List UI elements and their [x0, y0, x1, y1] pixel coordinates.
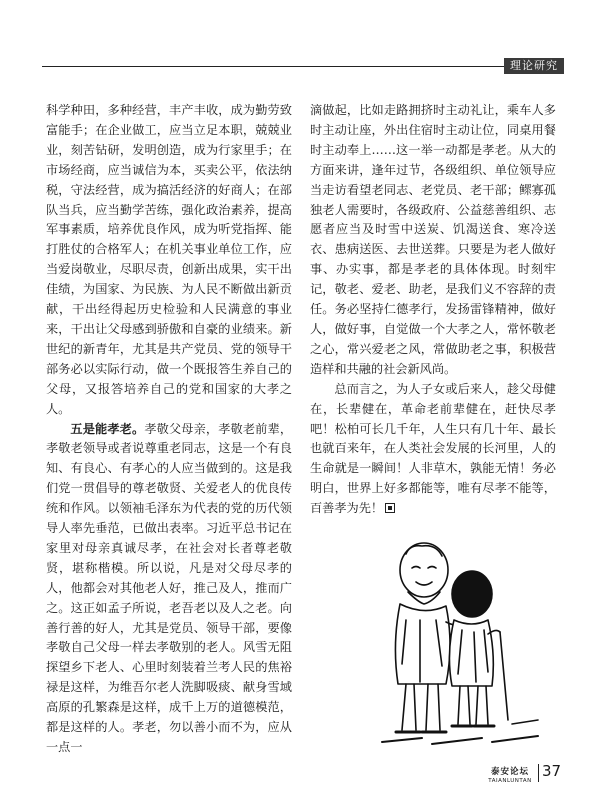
footer-divider	[538, 764, 539, 782]
right-paragraph-2	[310, 380, 556, 519]
paragraph-body: 总而言之，为人子女或后来人，趁父母健在，长辈健在，革命老前辈健在，赶快尽孝吧！松柏可长几千年，人生只有几十年、最长也就百来年，在人类社会发展的长河里，人的生命就是一瞬间！人非草木，孰能无情！务必明白，世界上好多都能等，唯有尽孝不能等，百善孝为先！	[310, 381, 556, 516]
magazine-name-pinyin: TAIANLUNTAN	[488, 778, 532, 784]
right-column	[310, 101, 556, 519]
paragraph-lead: 五是能孝老。	[70, 421, 145, 436]
elderly-couple-illustration	[362, 524, 554, 756]
page-number: 37	[542, 762, 562, 780]
section-label: 理论研究	[504, 58, 564, 74]
header-rule	[42, 66, 504, 67]
right-paragraph-1: 滴做起，比如走路拥挤时主动礼让，乘车人多时主动让座，外出住宿时主动让位，同桌用餐时主动奉上……这一举一动都是孝老。从大的方面来讲，逢年过节，各级组织、单位领导应当走访看望老同志、老党员、老干部；鳏寡孤独老人需要时，各级政府、公益慈善组织、志愿者应当及时雪中送炭、饥渴送食、寒冷送衣、患病送医、去世送葬。只要是为老人做好事、办实事，都是孝老的具体体现。时刻牢记，敬老、爱老、助老，是我们义不容辞的责任。务必坚持仁德孝行，发扬雷锋精神，做好人，做好事，自觉做一个大孝之人，常怀敬老之心，常兴爱老之风，常做助老之事，积极营造样和共融的社会新风尚。	[310, 103, 556, 376]
left-column	[46, 101, 292, 758]
paragraph-body: 孝敬父母亲，孝敬老前辈，孝敬老领导或者说尊重老同志，这是一个有良知、有良心、有孝心的人应当做到的。这是我们党一贯倡导的尊老敬贤、关爱老人的优良传统和作风。以领袖毛泽东为代表的党的历代领导人率先垂范，已做出表率。习近平总书记在家里对母亲真诚尽孝，在社会对长者尊老敬贤，堪称楷模。所以说，凡是对父母尽孝的人，他都会对其他老人好，推己及人，推而广之。这正如孟子所说，老吾老以及人之老。向善行善的好人，尤其是党员、领导干部，要像孝敬自己父母一样去孝敬别的老人。风雪无阻探望乡下老人、心里时刻装着兰考人民的焦裕禄是这样，为维吾尔老人洗脚吸痰、献身雪域高原的孔繁森是这样，成千上万的道德模范，都是这样的人。孝老，勿以善小而不为，应从一点一	[46, 421, 293, 754]
left-paragraph-2	[46, 420, 292, 758]
magazine-logo	[484, 765, 536, 784]
magazine-name: 泰安论坛	[490, 767, 529, 777]
left-paragraph-1: 科学种田，多种经营，丰产丰收，成为勤劳致富能手；在企业做工，应当立足本职，兢兢业业，刻苦钻研，发明创造，成为行家里手；在市场经商，应当诚信为本，买卖公平，依法纳税，守法经营，成为搞活经济的好商人；在部队当兵，应当勤学苦练，强化政治素养，提高军事素质，培养优良作风，成为听党指挥、能打胜仗的合格军人；在机关事业单位工作，应当爱岗敬业，尽职尽责，创新出成果，实干出佳绩，为国家、为民族、为人民不断做出新贡献，干出经得起历史检验和人民满意的事业来，干出让父母感到骄傲和自豪的业绩来。新世纪的新青年，尤其是共产党员、党的领导干部务必以实际行动，做一个既报答生养自己的父母，又报答培养自己的党和国家的大孝之人。	[46, 103, 292, 416]
end-mark-icon	[385, 503, 395, 513]
